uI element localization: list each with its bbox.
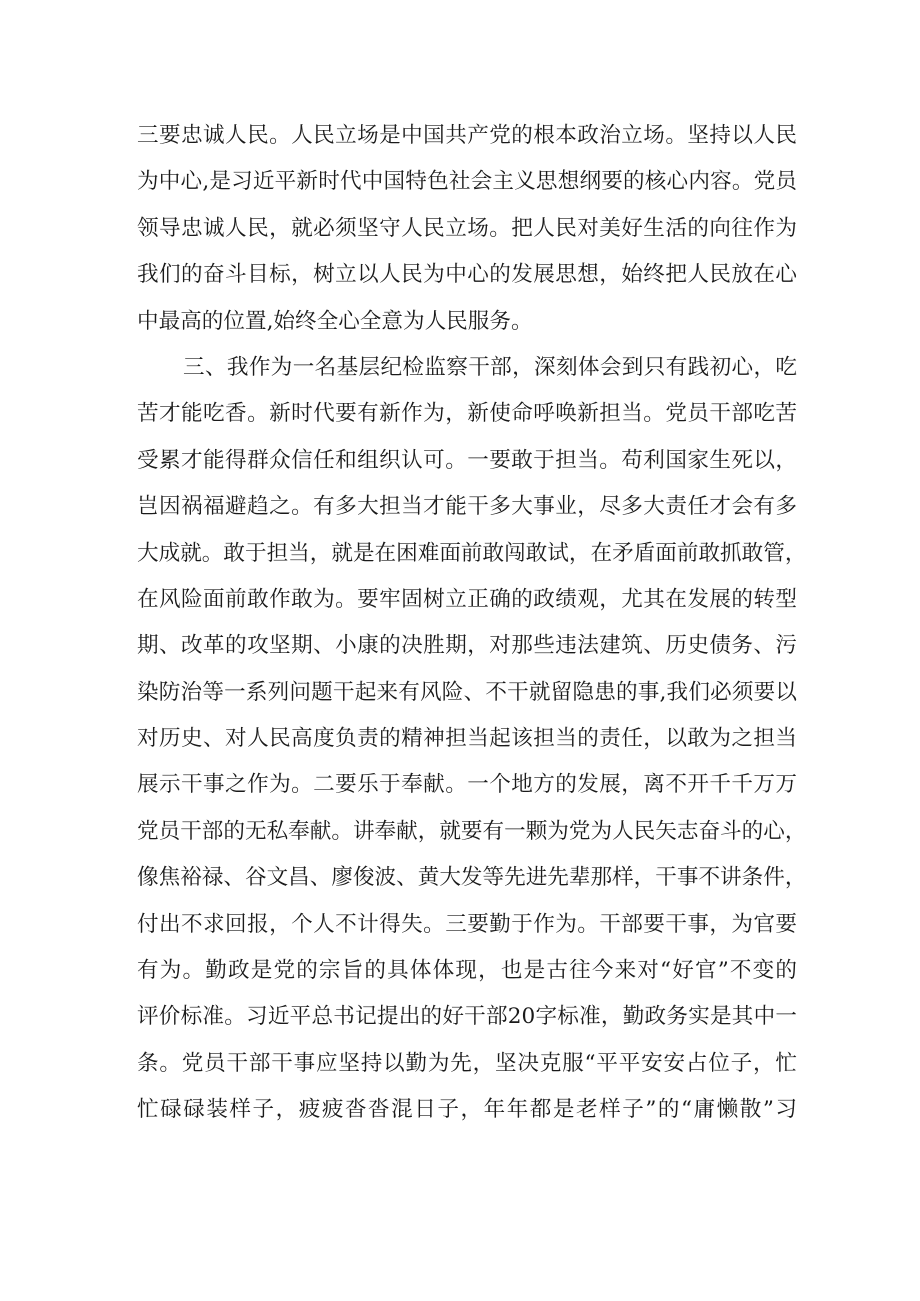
body-text: [137, 113, 807, 1134]
text-line: 付出不求回报，个人不计得失。三要勤于作为。干部要干事，为官要: [137, 911, 797, 937]
paragraph: [137, 113, 797, 345]
text-line: 三要忠诚人民。人民立场是中国共产党的根本政治立场。坚持以人民: [137, 123, 797, 148]
text-line: 有为。勤政是党的宗旨的具体体现，也是古往今来对“好官”不变的: [137, 958, 797, 984]
text-line: 在风险面前敢作敢为。要牢固树立正确的政绩观，尤其在发展的转型: [137, 586, 797, 612]
text-line: 岂因祸福避趋之。有多大担当才能干多大事业，尽多大责任才会有多: [137, 494, 797, 520]
paragraph: [137, 345, 807, 1134]
text-line: 评价标准。习近平总书记提出的好干部20字标准，勤政务实是其中一: [137, 1004, 797, 1030]
text-line: 条。党员干部干事应坚持以勤为先，坚决克服“平平安安占位子，忙: [137, 1050, 797, 1076]
text-line: 像焦裕禄、谷文昌、廖俊波、黄大发等先进先辈那样，干事不讲条件，: [137, 865, 807, 891]
text-line: 领导忠诚人民，就必须坚守人民立场。把人民对美好生活的向往作为: [137, 215, 797, 241]
text-line: 忙碌碌装样子，疲疲沓沓混日子，年年都是老样子”的“庸懒散”习: [137, 1097, 797, 1123]
text-line: 染防治等一系列问题干起来有风险、不干就留隐患的事,我们必须要以: [137, 679, 797, 705]
text-line: 对历史、对人民高度负责的精神担当起该担当的责任，以敢为之担当: [137, 726, 797, 752]
text-line: 党员干部的无私奉献。讲奉献，就要有一颗为党为人民矢志奋斗的心，: [137, 818, 807, 844]
text-line: 苦才能吃香。新时代要有新作为，新使命呼唤新担当。党员干部吃苦: [137, 401, 797, 427]
text-line: 为中心,是习近平新时代中国特色社会主义思想纲要的核心内容。党员: [137, 169, 797, 195]
text-line: 展示干事之作为。二要乐于奉献。一个地方的发展，离不开千千万万: [137, 772, 797, 798]
text-line: 三、我作为一名基层纪检监察干部，深刻体会到只有践初心，吃: [183, 354, 797, 380]
text-line: 我们的奋斗目标，树立以人民为中心的发展思想，始终把人民放在心: [137, 262, 797, 288]
text-line: 大成就。敢于担当，就是在困难面前敢闯敢试，在矛盾面前敢抓敢管，: [137, 540, 807, 566]
text-line: 期、改革的攻坚期、小康的决胜期，对那些违法建筑、历史债务、污: [137, 633, 797, 659]
text-line: 中最高的位置,始终全心全意为人民服务。: [137, 308, 533, 334]
text-line: 受累才能得群众信任和组织认可。一要敢于担当。苟利国家生死以，: [137, 447, 797, 473]
